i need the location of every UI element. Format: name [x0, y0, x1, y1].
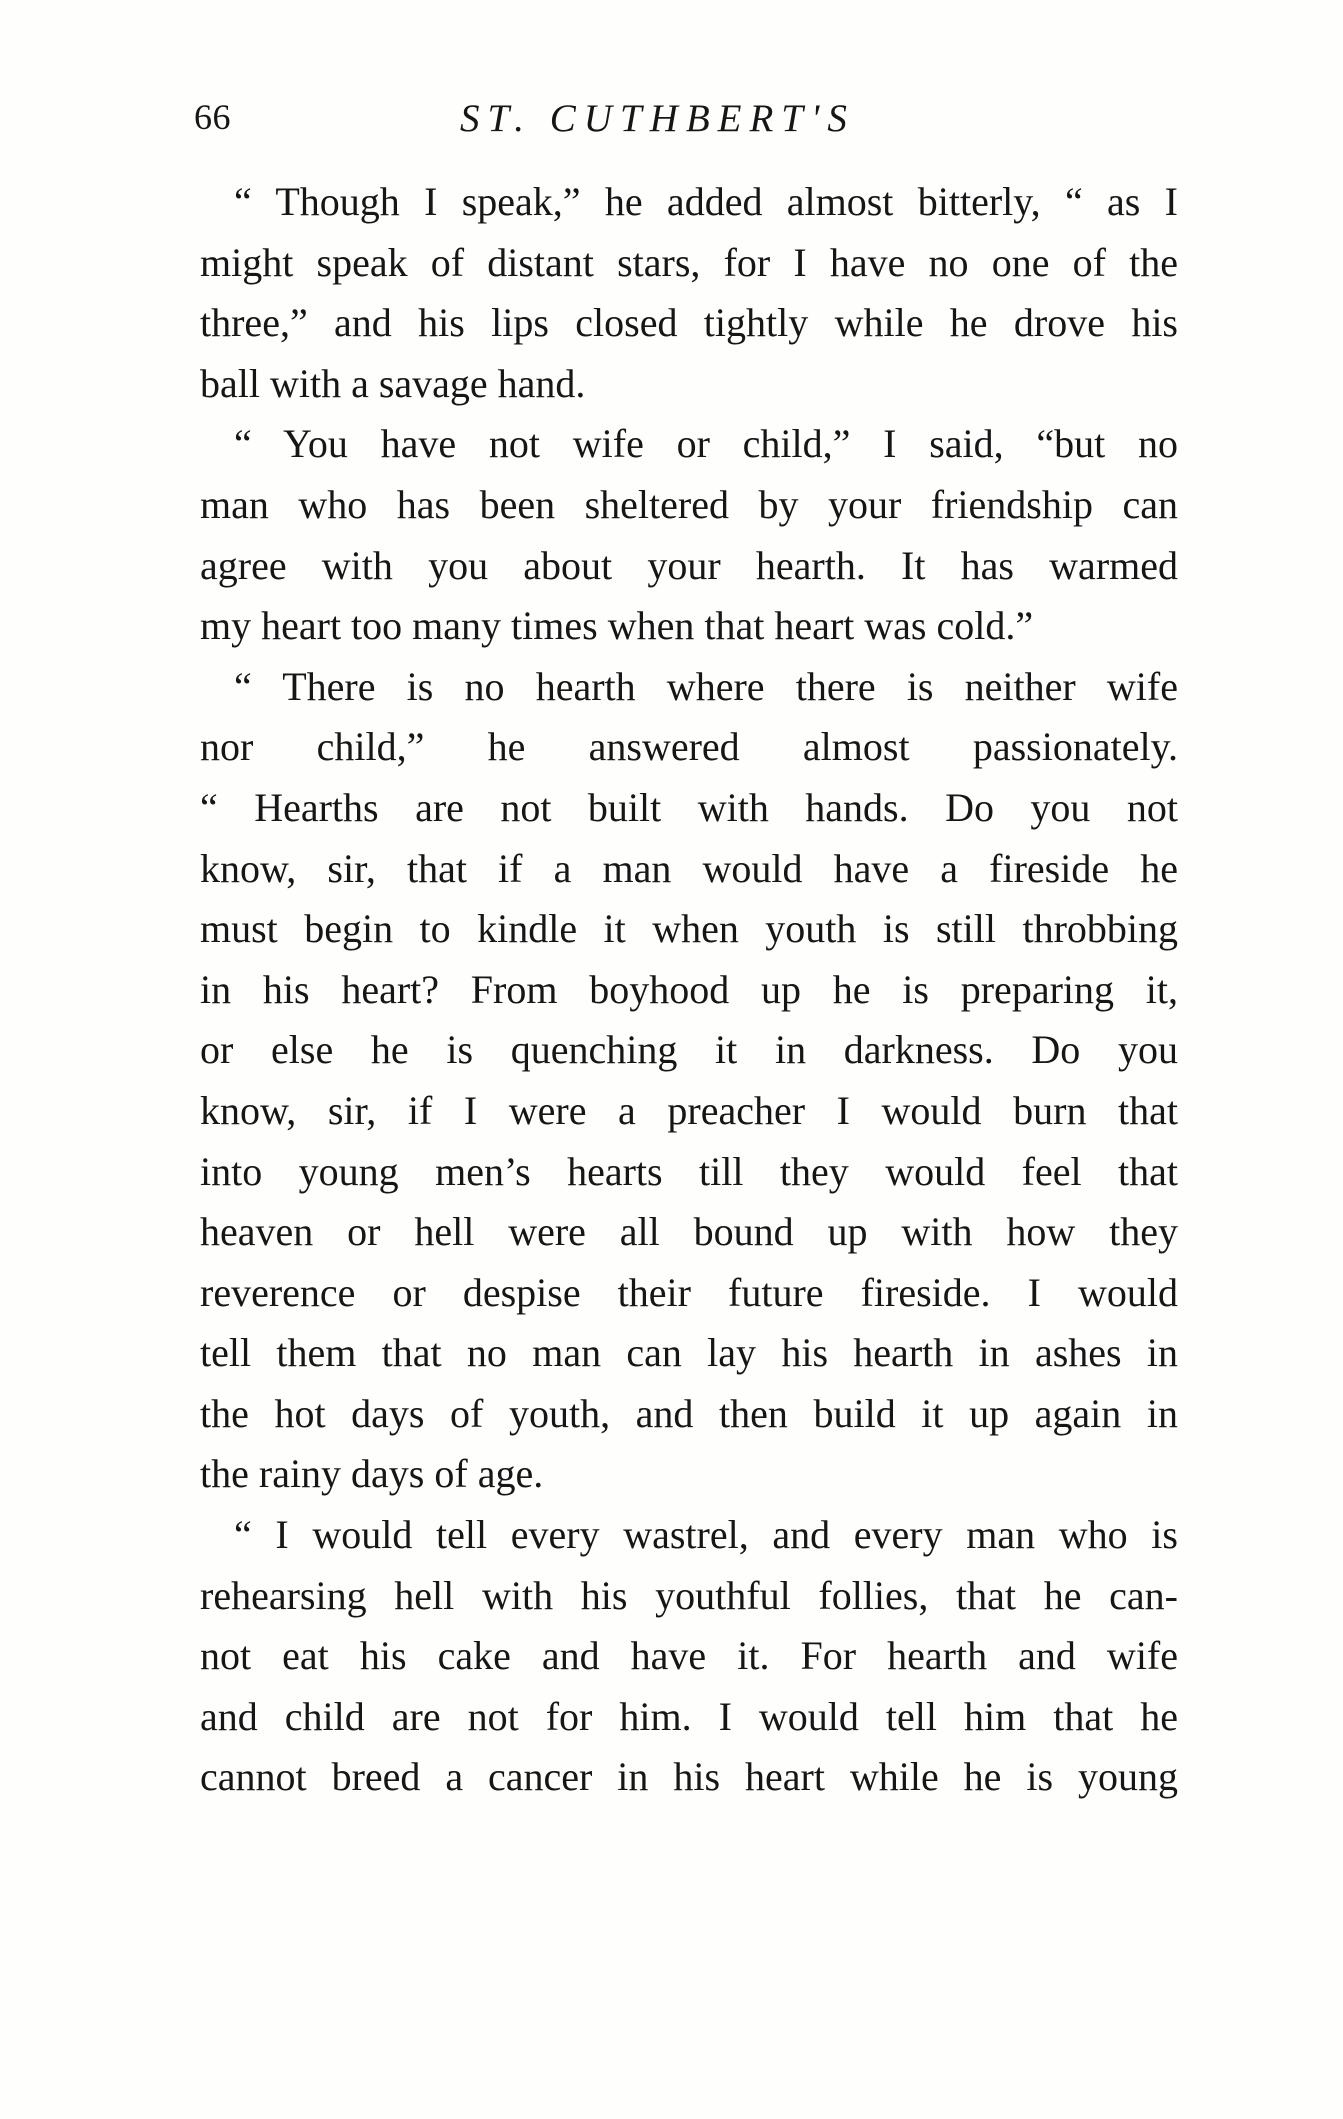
running-title: ST. CUTHBERT'S — [460, 97, 855, 140]
text-line: must begin to kindle it when youth is still throbbing — [200, 906, 1178, 952]
text-line: or else he is quenching it in darkness. Do you — [200, 1027, 1178, 1073]
text-line: and child are not for him. I would tell him that he — [200, 1693, 1178, 1739]
text-line: “ There is no hearth where there is neither wife — [234, 663, 1178, 709]
text-line: tell them that no man can lay his hearth in ashes in — [200, 1330, 1178, 1376]
text-line: the hot days of youth, and then build it up again in — [200, 1390, 1178, 1436]
text-line: my heart too many times when that heart was cold.” — [200, 603, 1034, 649]
text-line: “ I would tell every wastrel, and every man who is — [234, 1512, 1178, 1558]
text-line: man who has been sheltered by your friendship can — [200, 481, 1178, 527]
body-text — [200, 172, 1178, 1808]
text-line: know, sir, that if a man would have a fireside he — [200, 845, 1178, 891]
running-head — [194, 96, 1174, 152]
text-line: might speak of distant stars, for I have no one of the — [200, 239, 1178, 285]
text-line: cannot breed a cancer in his heart while he is young — [200, 1754, 1178, 1800]
text-line: nor child,” he answered almost passionately. — [200, 724, 1178, 770]
text-line: three,” and his lips closed tightly while he drove his — [200, 300, 1178, 346]
text-line: into young men’s hearts till they would feel that — [200, 1148, 1178, 1194]
text-line: rehearsing hell with his youthful follies, that he can- — [200, 1572, 1178, 1618]
text-line: “ Hearths are not built with hands. Do you not — [200, 784, 1178, 830]
text-line: in his heart? From boyhood up he is preparing it, — [200, 966, 1178, 1012]
text-line: ball with a savage hand. — [200, 360, 586, 406]
text-line: “ You have not wife or child,” I said, “but no — [234, 421, 1178, 467]
text-line: heaven or hell were all bound up with how they — [200, 1209, 1178, 1255]
text-line: know, sir, if I were a preacher I would burn that — [200, 1087, 1178, 1133]
text-line: reverence or despise their future fireside. I would — [200, 1269, 1178, 1315]
page-number: 66 — [194, 97, 231, 137]
text-line: “ Though I speak,” he added almost bitterly, “ as I — [234, 179, 1178, 224]
text-line: agree with you about your hearth. It has warmed — [200, 542, 1178, 588]
text-line: not eat his cake and have it. For hearth and wife — [200, 1633, 1178, 1679]
text-line: the rainy days of age. — [200, 1451, 544, 1497]
